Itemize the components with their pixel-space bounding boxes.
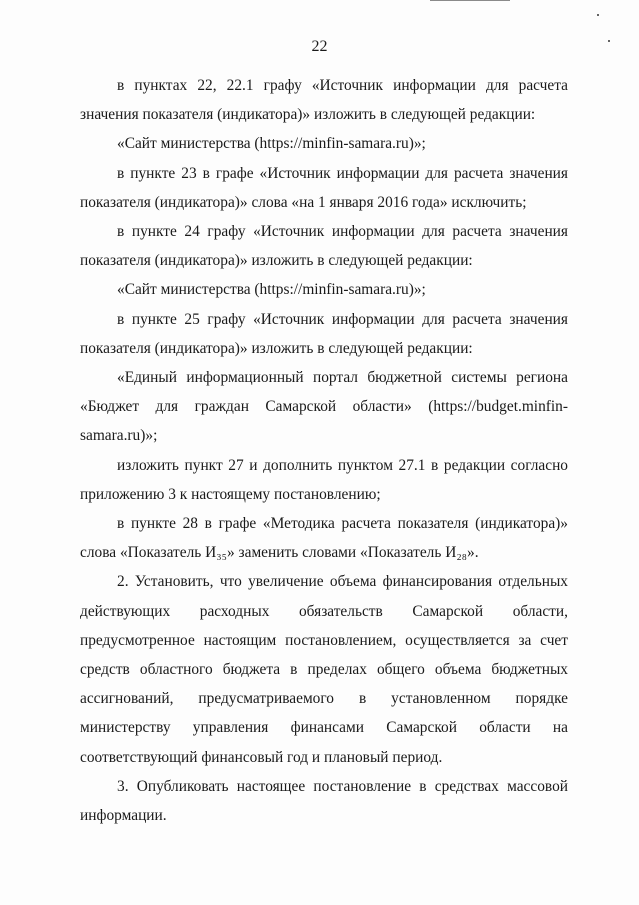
paragraph: в пунктах 22, 22.1 графу «Источник информации для расчета значения показателя (индикатора)» изложить в следующей редакции: [80,77,568,124]
paragraph: «Сайт министерства (https://minfin-samara.ru)»; [117,281,426,299]
page-number: 22 [311,38,328,55]
paragraph: «Сайт министерства (https://minfin-samara.ru)»; [117,135,426,153]
scan-top-rule [430,0,510,1]
paragraph: изложить пункт 27 и дополнить пунктом 27.1 в редакции согласно приложению 3 к настоящему постановлению; [80,456,568,503]
paragraph: в пункте 24 графу «Источник информации для расчета значения показателя (индикатора)» изложить в следующей редакции: [80,223,568,270]
paragraph: 3. Опубликовать настоящее постановление в средствах массовой информации. [80,777,568,825]
document-body [80,71,568,830]
paragraph: в пункте 25 графу «Источник информации для расчета значения показателя (индикатора)» изложить в следующей редакции: [80,310,568,357]
paragraph: в пункте 28 в графе «Методика расчета показателя (индикатора)» слова «Показатель И₃₅» заменить словами «Показатель И₂₈». [80,515,568,562]
scan-speck [597,14,599,16]
paragraph: «Единый информационный портал бюджетной системы региона «Бюджет для граждан Самарской области» (https://budget.minfin-samara.ru)»; [80,369,568,445]
paragraph: 2. Установить, что увеличение объема финансирования отдельных действующих расходных обязательств Самарской области, предусмотренное настоящим постановлением, осуществляется за счет средств областного бюджета в пределах общего объема бюджетных ассигнований, предусматриваемого в установленном порядке министерству управления финансами Самарской области на соответствующий финансовый год и плановый период. [80,573,568,766]
paragraph: в пункте 23 в графе «Источник информации для расчета значения показателя (индикатора)» слова «на 1 января 2016 года» исключить; [80,164,568,211]
